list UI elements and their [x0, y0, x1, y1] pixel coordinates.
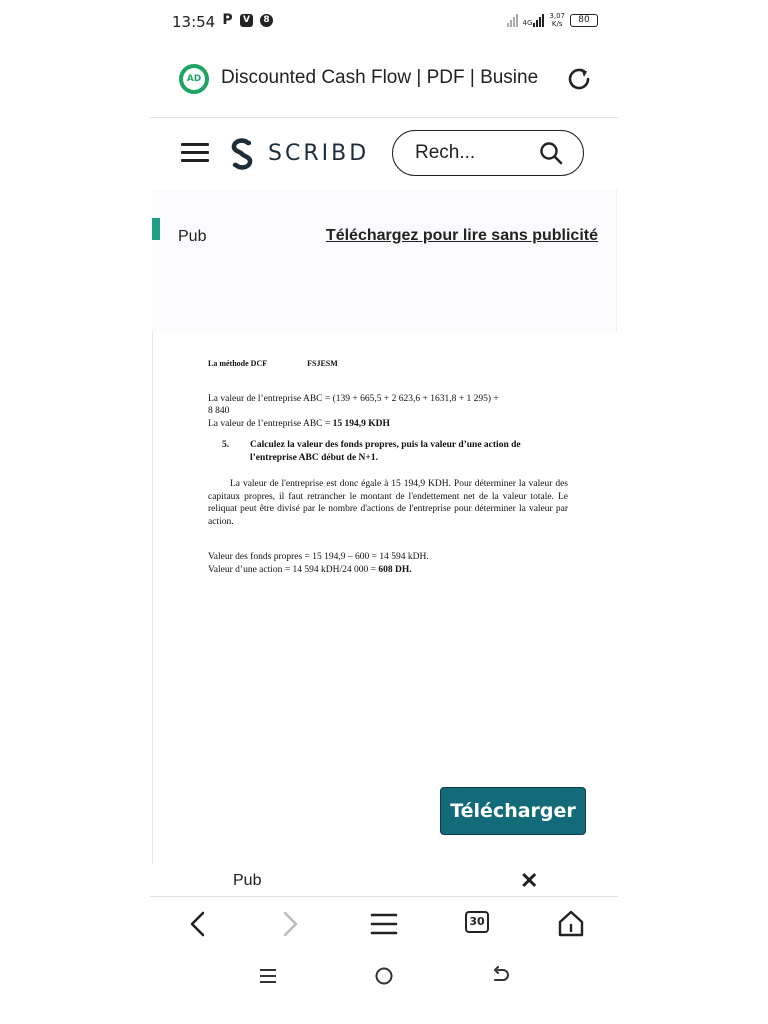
doc-equity-line: Valeur des fonds propres = 15 194,9 – 600 = 14 594 kDH. — [208, 552, 429, 562]
recent-apps-icon[interactable] — [258, 966, 278, 986]
search-icon[interactable] — [539, 141, 563, 165]
doc-line-3-prefix: La valeur de l’entreprise ABC = — [208, 418, 333, 429]
browser-nav-bar — [150, 897, 618, 951]
close-icon[interactable]: ✕ — [520, 868, 539, 893]
phone-screen — [150, 0, 618, 1024]
download-button[interactable]: Télécharger — [440, 787, 586, 835]
search-box[interactable] — [392, 130, 584, 176]
menu-icon[interactable] — [181, 143, 209, 165]
signal-4g-icon — [523, 13, 545, 27]
battery-icon — [570, 14, 598, 27]
back-icon[interactable] — [181, 907, 215, 941]
notification-icon-8: 8 — [260, 14, 273, 27]
status-bar — [150, 0, 618, 44]
doc-line-2: 8 840 — [208, 406, 230, 416]
document-page — [152, 332, 617, 864]
reload-icon[interactable] — [564, 64, 594, 94]
forward-icon[interactable] — [273, 907, 307, 941]
network-type: 4G — [522, 19, 533, 27]
doc-header-left: La méthode DCF — [208, 359, 268, 368]
share-line-prefix: Valeur d’une action = 14 594 kDH/24 000 = — [208, 564, 379, 575]
system-home-icon[interactable] — [374, 966, 394, 986]
signal-icon — [507, 13, 518, 27]
notification-icon-v: V — [240, 14, 253, 27]
ad-label: Pub — [178, 228, 207, 245]
system-back-icon[interactable] — [491, 966, 511, 986]
battery-level: 80 — [578, 14, 590, 25]
scribd-logo-text[interactable]: SCRIBD — [268, 141, 370, 166]
document-content — [208, 358, 568, 576]
home-icon[interactable] — [554, 907, 588, 941]
doc-paragraph: La valeur de l'entreprise est donc égale à 15 194,9 KDH. Pour déterminer la valeur des capitaux propres, il faut retrancher le montant de l'endettement net de la valeur totale. Le reliquat peut être divisé par le nombre d'actions de l'entreprise pour déterminer la valeur par action. — [208, 479, 568, 527]
page-title-url[interactable]: Discounted Cash Flow | PDF | Busine — [221, 67, 539, 88]
status-time: 13:54 — [172, 13, 216, 31]
browser-url-bar[interactable] — [150, 50, 618, 106]
adblock-label: AD — [183, 68, 205, 90]
doc-question-5 — [222, 439, 568, 464]
question-text: Calculez la valeur des fonds propres, puis la valeur d’une action de l’entreprise ABC début de N+1. — [250, 440, 521, 463]
doc-share-line — [208, 564, 568, 577]
url-divider — [150, 117, 618, 118]
notification-icon-p: P — [222, 12, 233, 28]
net-speed — [549, 12, 565, 28]
ad-banner-bottom — [150, 866, 618, 897]
doc-header — [208, 358, 568, 371]
net-speed-unit: K/s — [551, 20, 563, 28]
doc-line-3 — [208, 418, 568, 431]
net-speed-value: 3,07 — [549, 12, 565, 20]
ad-marker — [152, 218, 160, 240]
ad-bottom-label: Pub — [233, 872, 262, 889]
question-number: 5. — [222, 440, 230, 450]
adblock-icon[interactable] — [179, 64, 209, 94]
ad-banner-top — [152, 190, 617, 332]
doc-header-right: FSJESM — [307, 359, 338, 368]
share-line-value: 608 DH. — [378, 564, 412, 575]
ad-free-download-link[interactable]: Téléchargez pour lire sans publicité — [325, 227, 598, 244]
doc-line-3-value: 15 194,9 KDH — [332, 418, 390, 429]
system-nav-bar — [150, 958, 618, 998]
tabs-count-icon[interactable]: 30 — [465, 911, 489, 933]
doc-line-1: La valeur de l’entreprise ABC = (139 + 665,5 + 2 623,6 + 1631,8 + 1 295) + — [208, 393, 499, 404]
browser-menu-icon[interactable] — [367, 907, 401, 941]
status-right — [507, 12, 598, 28]
search-input[interactable] — [413, 139, 537, 167]
scribd-logo-icon[interactable] — [229, 138, 255, 170]
